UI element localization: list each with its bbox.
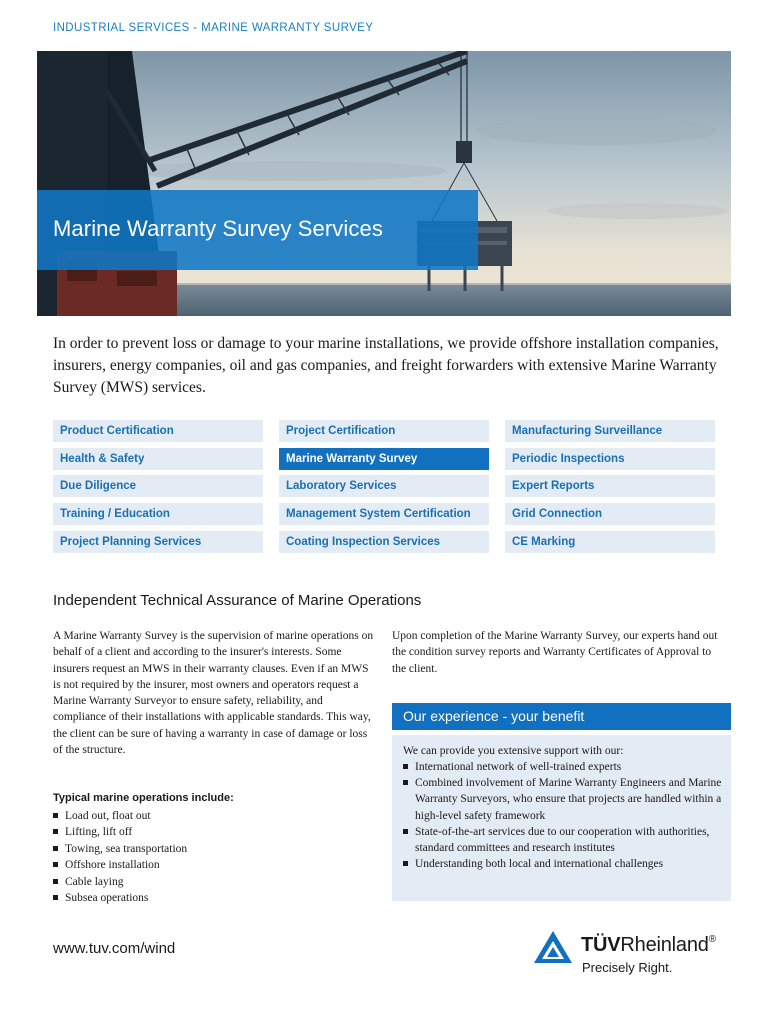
service-management-system-certification[interactable]: Management System Certification [279, 503, 489, 525]
right-paragraph: Upon completion of the Marine Warranty Survey, our experts hand out the condition survey reports and Warranty Certificates of Approval to the client. [392, 630, 718, 675]
left-paragraph: A Marine Warranty Survey is the supervision of marine operations on behalf of a client and according to the insurer's interests. Some insurers request an MWS in their warranty clauses. Even if an MWS is not required by the insurer, most owners and operators request a Marine Warranty Surveyor to ensure safety, reliability, and compliance of their installations with applicable standards. This way, the client can be sure of having a warranty in case of damage or loss of the structure. [53, 630, 374, 757]
category-line: INDUSTRIAL SERVICES - MARINE WARRANTY SURVEY [53, 22, 374, 34]
logo-slogan: Precisely Right. [582, 960, 673, 975]
service-ce-marking[interactable]: CE Marking [505, 531, 715, 553]
operations-title: Typical marine operations include: [53, 792, 234, 804]
operations-list [53, 808, 187, 906]
list-item: Lifting, lift off [53, 824, 187, 840]
service-health-safety[interactable]: Health & Safety [53, 448, 263, 470]
title-band [37, 190, 478, 270]
hero-image [37, 51, 731, 316]
service-manufacturing-surveillance[interactable]: Manufacturing Surveillance [505, 420, 715, 442]
service-product-certification[interactable]: Product Certification [53, 420, 263, 442]
service-training-education[interactable]: Training / Education [53, 503, 263, 525]
list-item: Offshore installation [53, 857, 187, 873]
list-item: Combined involvement of Marine Warranty Engineers and Marine Warranty Surveyors, who ensure that projects are handled within a high-level safety framework [403, 775, 723, 824]
service-laboratory[interactable]: Laboratory Services [279, 475, 489, 497]
page-title: Marine Warranty Survey Services [53, 216, 383, 241]
offshore-crane-photo [37, 51, 731, 316]
service-expert-reports[interactable]: Expert Reports [505, 475, 715, 497]
service-coating-inspection[interactable]: Coating Inspection Services [279, 531, 489, 553]
list-item: Cable laying [53, 874, 187, 890]
service-due-diligence[interactable]: Due Diligence [53, 475, 263, 497]
list-item: Subsea operations [53, 890, 187, 906]
service-periodic-inspections[interactable]: Periodic Inspections [505, 448, 715, 470]
benefit-heading: Our experience - your benefit [392, 703, 731, 730]
service-marine-warranty-survey[interactable]: Marine Warranty Survey [279, 448, 489, 470]
benefit-intro: We can provide you extensive support with our: [403, 745, 624, 757]
list-item: Understanding both local and international challenges [403, 856, 723, 872]
benefit-list [403, 759, 723, 872]
triangle-logo-icon [533, 930, 573, 964]
list-item: Towing, sea transportation [53, 841, 187, 857]
tuv-logo [533, 926, 733, 982]
list-item: International network of well-trained experts [403, 759, 723, 775]
service-project-certification[interactable]: Project Certification [279, 420, 489, 442]
service-project-planning[interactable]: Project Planning Services [53, 531, 263, 553]
service-grid-connection[interactable]: Grid Connection [505, 503, 715, 525]
list-item: Load out, float out [53, 808, 187, 824]
list-item: State-of-the-art services due to our cooperation with authorities, standard committees and research institutes [403, 824, 723, 856]
intro-paragraph: In order to prevent loss or damage to your marine installations, we provide offshore installation companies, insurers, energy companies, oil and gas companies, and freight forwarders with extensive Marine Warranty Survey (MWS) services. [53, 335, 719, 396]
logo-brand-text: TÜVRheinland® [581, 934, 716, 956]
section-heading: Independent Technical Assurance of Marine Operations [53, 592, 422, 609]
website-link[interactable]: www.tuv.com/wind [53, 940, 176, 957]
